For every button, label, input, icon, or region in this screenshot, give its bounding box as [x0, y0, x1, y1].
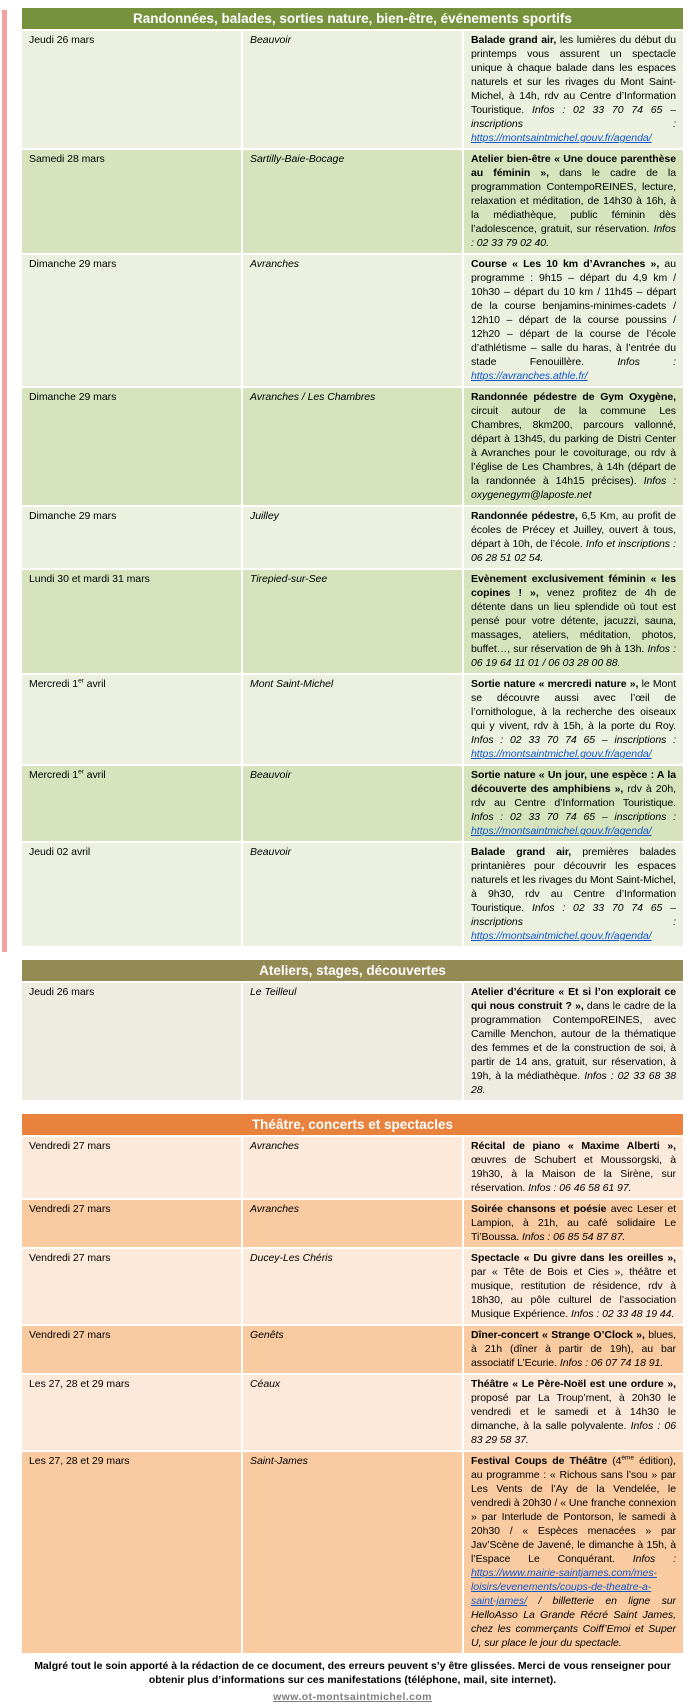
event-text-segment: Balade grand air,: [471, 846, 572, 858]
event-date: [22, 1375, 241, 1450]
event-text-segment: Jeudi 26 mars: [29, 34, 95, 46]
event-row: [22, 766, 683, 841]
event-text-segment: Infos : oxygenegym@laposte.net: [471, 475, 677, 501]
event-text-segment: Festival Coups de Théâtre: [471, 1455, 613, 1467]
event-text-segment: Jeudi 02 avril: [29, 846, 91, 858]
event-description: [464, 1452, 683, 1653]
event-text-segment: / billetterie en ligne sur HelloAsso La Grande Récré Saint James, chez les commerçants Coiff’Emoi et Super U, sur place le jour du spectacle.: [471, 1595, 676, 1649]
event-link[interactable]: https://montsaintmichel.gouv.fr/agenda/: [471, 825, 652, 837]
events-content: [20, 6, 685, 1705]
event-description: [464, 1375, 683, 1450]
event-date: [22, 570, 241, 673]
event-text-segment: Infos : 02 33 70 74 65 – inscriptions :: [471, 902, 676, 928]
section-title-ateliers: Ateliers, stages, découvertes: [22, 960, 683, 981]
page-footer: [20, 1660, 685, 1705]
event-link[interactable]: https://montsaintmichel.gouv.fr/agenda/: [471, 930, 652, 942]
event-location: Beauvoir: [243, 766, 462, 841]
event-date: [22, 1200, 241, 1247]
event-location: Mont Saint-Michel: [243, 675, 462, 764]
event-description: [464, 388, 683, 505]
event-text-segment: Vendredi 27 mars: [29, 1140, 111, 1152]
event-text-segment: (4: [612, 1455, 622, 1467]
event-location: Tirepied-sur-See: [243, 570, 462, 673]
event-location: Juilley: [243, 507, 462, 568]
event-location: Avranches: [243, 1200, 462, 1247]
event-text-segment: Info et inscriptions : 06 28 51 02 54.: [471, 538, 676, 564]
event-text-segment: Sortie nature « mercredi nature »,: [471, 678, 639, 690]
event-row: [22, 1200, 683, 1247]
event-text-segment: blues, à 21h (dîner à partir de 19h), au bar associatif L’Ecurie.: [471, 1329, 676, 1369]
footer-website-link[interactable]: www.ot-montsaintmichel.com: [273, 1691, 432, 1703]
event-description: [464, 1200, 683, 1247]
event-text-segment: par « Tête de Bois et Cies », théâtre et musique, restitution de résidence, rdv à 18h30, au pôle culturel de l’association Musique Expérience.: [471, 1266, 676, 1320]
event-location: Avranches / Les Chambres: [243, 388, 462, 505]
event-location: Ducey-Les Chéris: [243, 1249, 462, 1324]
event-row: [22, 843, 683, 946]
event-text-segment: proposé par La Troup’ment, à 20h30 le vendredi et le samedi et à 14h30 le dimanche, à la salle polyvalente.: [471, 1392, 676, 1432]
event-date: [22, 1249, 241, 1324]
event-text-segment: er: [78, 768, 84, 776]
event-text-segment: Balade grand air,: [471, 34, 557, 46]
event-date: [22, 983, 241, 1100]
section-table-randonnees: [20, 6, 685, 948]
event-link[interactable]: https://www.mairie-saintjames.com/mes-loisirs/evenements/coups-de-theatre-a-saint-james/: [471, 1567, 657, 1607]
event-row: [22, 1137, 683, 1198]
event-text-segment: rdv à 20h, rdv au Centre d’Information Touristique.: [471, 783, 676, 809]
event-text-segment: dans le cadre de la programmation ContempoREINES, lecture, relaxation et méditation, de 14h30 à 16h, à la médiathèque, public féminin dès l’adolescence, gratuit, sur réservation.: [471, 167, 677, 235]
section-header-row: [22, 960, 683, 981]
event-text-segment: Vendredi 27 mars: [29, 1252, 111, 1264]
event-text-segment: venez profitez de 4h de détente dans un lieu splendide où tout est pensé pour votre détente, jacuzzi, sauna, massages, ateliers, méditation, photos, buffet…, sur réservation de 9h à 13h.: [471, 587, 676, 655]
event-row: [22, 507, 683, 568]
section-title-theatre: Théâtre, concerts et spectacles: [22, 1114, 683, 1135]
event-text-segment: Infos : 02 33 70 74 65 – inscriptions :: [471, 811, 676, 823]
event-date: [22, 766, 241, 841]
event-text-segment: Infos :: [617, 356, 676, 368]
event-text-segment: avril: [83, 678, 106, 690]
event-text-segment: Les 27, 28 et 29 mars: [29, 1455, 130, 1467]
event-row: [22, 1326, 683, 1373]
event-text-segment: Récital de piano « Maxime Alberti »,: [471, 1140, 676, 1152]
event-text-segment: Infos : 02 33 68 38 28.: [471, 1070, 676, 1096]
event-location: Beauvoir: [243, 31, 462, 148]
event-text-segment: Soirée chansons et poésie: [471, 1203, 607, 1215]
event-text-segment: œuvres de Schubert et Moussorgski, à 19h30, à la Maison de la Sirène, sur réservation.: [471, 1154, 676, 1194]
event-text-segment: Samedi 28 mars: [29, 153, 105, 165]
event-text-segment: Dimanche 29 mars: [29, 391, 117, 403]
event-description: [464, 570, 683, 673]
event-description: [464, 843, 683, 946]
event-text-segment: Atelier bien-être « Une douce parenthèse au féminin »,: [471, 153, 676, 179]
section-table-ateliers: [20, 958, 685, 1102]
event-text-segment: Infos : 06 46 58 61 97.: [528, 1182, 632, 1194]
event-description: [464, 150, 683, 253]
event-text-segment: Vendredi 27 mars: [29, 1203, 111, 1215]
event-location: Beauvoir: [243, 843, 462, 946]
event-location: Avranches: [243, 255, 462, 386]
event-description: [464, 983, 683, 1100]
event-text-segment: er: [78, 677, 84, 685]
event-date: [22, 255, 241, 386]
event-text-segment: Infos : 06 19 64 11 01 / 06 03 28 00 88.: [471, 643, 677, 669]
event-date: [22, 31, 241, 148]
event-text-segment: Théâtre « Le Père-Noël est une ordure »,: [471, 1378, 676, 1390]
event-row: [22, 150, 683, 253]
event-location: Saint-James: [243, 1452, 462, 1653]
section-table-theatre: [20, 1112, 685, 1655]
event-row: [22, 570, 683, 673]
event-date: [22, 1137, 241, 1198]
event-text-segment: édition), au programme : « Richous sans l’sou » par Les Vents de l’Ay de la Vendelée, le vendredi à 20h30 / « Une franche connexion » par Interlude de Pontorson, le samedi à 20h30 / « Espèces menacées » par Jav’Scène de Javené, le dimanche à 15h, à l’Espace Le Conquérant.: [471, 1455, 676, 1565]
event-description: [464, 31, 683, 148]
event-link[interactable]: https://montsaintmichel.gouv.fr/agenda/: [471, 132, 652, 144]
event-description: [464, 1249, 683, 1324]
event-date: [22, 675, 241, 764]
event-text-segment: Infos : 02 33 79 02 40.: [471, 223, 676, 249]
event-text-segment: premières balades printanières pour découvrir les espaces naturels et les rivages du Mont Saint-Michel, à 9h30, rdv au Centre d’Information Touristique.: [471, 846, 676, 914]
event-description: [464, 507, 683, 568]
event-text-segment: Jeudi 26 mars: [29, 986, 95, 998]
event-text-segment: Spectacle « Du givre dans les oreilles »,: [471, 1252, 676, 1264]
event-description: [464, 675, 683, 764]
event-description: [464, 766, 683, 841]
event-row: [22, 31, 683, 148]
event-text-segment: avec Leser et Lampion, à 21h, au café solidaire Le Ti’Boussa.: [471, 1203, 676, 1243]
event-date: [22, 388, 241, 505]
event-text-segment: ème: [621, 1454, 634, 1462]
section-header-row: [22, 1114, 683, 1135]
event-text-segment: avril: [83, 769, 106, 781]
event-text-segment: dans le cadre de la programmation ContempoREINES, avec Camille Menchon, autour de la thématique des femmes et de la construction de soi, à partir de 14 ans, gratuit, sur réservation, à 19h, à la médiathèque.: [471, 1000, 676, 1082]
event-row: [22, 675, 683, 764]
event-text-segment: Les 27, 28 et 29 mars: [29, 1378, 130, 1390]
event-row: [22, 1249, 683, 1324]
event-row: [22, 1452, 683, 1653]
event-text-segment: le Mont se découvre aussi avec l’œil de l’ornithologue, à la recherche des oiseaux qui y vivent, rdv à 15h, à la porte du Roy.: [471, 678, 677, 732]
event-text-segment: Sortie nature « Un jour, une espèce : A la découverte des amphibiens »,: [471, 769, 676, 795]
event-text-segment: Mercredi 1: [29, 769, 79, 781]
event-location: Avranches: [243, 1137, 462, 1198]
event-description: [464, 1326, 683, 1373]
event-row: [22, 983, 683, 1100]
event-text-segment: circuit autour de la commune Les Chambres, 8km200, parcours vallonné, départ à 13h45, du parking de Distri Center à Avranches pour le covoiturage, ou rdv à l’église de Les Chambres, à 14h (départ de la randonnée à 14h15 précises).: [471, 405, 676, 487]
event-location: Le Teilleul: [243, 983, 462, 1100]
event-sections: [20, 6, 685, 1655]
event-text-segment: Lundi 30 et mardi 31 mars: [29, 573, 150, 585]
event-text-segment: Mercredi 1: [29, 678, 79, 690]
event-location: Céaux: [243, 1375, 462, 1450]
event-text-segment: Dimanche 29 mars: [29, 510, 117, 522]
event-link[interactable]: https://avranches.athle.fr/: [471, 370, 588, 382]
event-date: [22, 1452, 241, 1653]
event-date: [22, 1326, 241, 1373]
event-text-segment: Infos : 06 85 54 87 87.: [522, 1231, 626, 1243]
event-text-segment: Infos : 02 33 48 19 44.: [570, 1308, 675, 1320]
event-date: [22, 150, 241, 253]
event-text-segment: Dîner-concert « Strange O’Clock »,: [471, 1329, 645, 1341]
event-text-segment: Vendredi 27 mars: [29, 1329, 111, 1341]
footer-disclaimer: Malgré tout le soin apporté à la rédaction de ce document, des erreurs peuvent s’y être glissées. Merci de vous renseigner pour obtenir plus d’informations sur ces manifestations (téléphone, mail, site internet).: [34, 1660, 671, 1686]
event-text-segment: les lumières du début du printemps vous assurent un spectacle unique à chaque balade dans les espaces naturels et sur les rivages du Mont Saint-Michel, à 14h, rdv au Centre d’Information Touristique.: [471, 34, 677, 116]
event-text-segment: Course « Les 10 km d’Avranches »,: [471, 258, 660, 270]
event-row: [22, 1375, 683, 1450]
event-description: [464, 1137, 683, 1198]
event-text-segment: Infos : 02 33 70 74 65 – inscriptions :: [471, 734, 676, 746]
event-text-segment: 6,5 Km, au profit de écoles de Précey et Juilley, ouvert à tous, départ à 10h, de l’école.: [471, 510, 676, 550]
event-row: [22, 388, 683, 505]
page-edge-decoration: [2, 10, 7, 952]
event-text-segment: Dimanche 29 mars: [29, 258, 117, 270]
event-text-segment: Atelier d’écriture « Et si l’on explorait ce qui nous construit ? »,: [471, 986, 676, 1012]
event-text-segment: Randonnée pédestre,: [471, 510, 578, 522]
event-text-segment: Infos : 06 83 29 58 37.: [471, 1420, 676, 1446]
event-text-segment: Infos :: [632, 1553, 676, 1565]
event-description: [464, 255, 683, 386]
section-title-randonnees: Randonnées, balades, sorties nature, bien-être, événements sportifs: [22, 8, 683, 29]
event-location: Genêts: [243, 1326, 462, 1373]
event-link[interactable]: https://montsaintmichel.gouv.fr/agenda/: [471, 748, 652, 760]
section-header-row: [22, 8, 683, 29]
event-text-segment: Infos : 02 33 70 74 65 – inscriptions :: [471, 104, 676, 130]
event-row: [22, 255, 683, 386]
event-date: [22, 843, 241, 946]
event-text-segment: au programme : 9h15 – départ du 4,9 km / 10h30 – départ du 10 km / 11h45 – départ de la course benjamins-minimes-cadets / 12h10 – départ de la course poussins / 12h20 – départ de la course de l’école d’athlétisme – salle du haras, à l’entrée du stade Fenouillère.: [471, 258, 676, 368]
event-location: Sartilly-Baie-Bocage: [243, 150, 462, 253]
event-text-segment: Evènement exclusivement féminin « les copines ! »,: [471, 573, 676, 599]
event-date: [22, 507, 241, 568]
event-text-segment: Infos : 06 07 74 18 91.: [559, 1357, 664, 1369]
event-text-segment: Randonnée pédestre de Gym Oxygène,: [471, 391, 676, 403]
